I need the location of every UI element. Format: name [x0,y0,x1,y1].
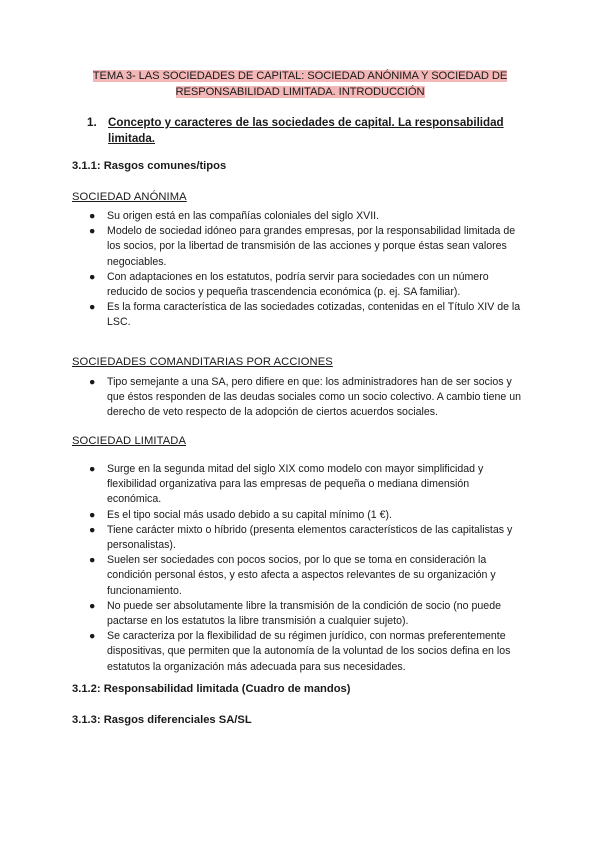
bullet-icon: ● [89,301,96,314]
heading-number: 1. [87,116,97,129]
sl-section-title: SOCIEDAD LIMITADA [72,435,187,447]
bullet-icon: ● [89,630,96,643]
list-item: ● Modelo de sociedad idóneo para grandes empresas, por la responsabilidad limitada de los socios, por la libertad de transmisión de las acciones y porque éstas sean valores negociables. [89,225,516,268]
bullet-icon: ● [89,270,96,283]
title-line-1: TEMA 3- LAS SOCIEDADES DE CAPITAL: SOCIEDAD ANÓNIMA Y SOCIEDAD DE [92,70,508,82]
list-item: ● Es el tipo social más usado debido a su capital mínimo (1 €). [72,508,522,523]
sca-list [72,375,522,421]
bullet-icon: ● [89,523,96,536]
list-item: ● Es la forma característica de las sociedades cotizadas, contenidas en el Título XIV de la LSC. [89,301,521,329]
subheading-3-1-3: 3.1.3: Rasgos diferenciales SA/SL [72,714,252,726]
bullet-icon: ● [89,508,96,521]
bullet-icon: ● [89,225,96,238]
bullet-icon: ● [89,210,96,222]
sa-list [72,209,522,331]
list-item: ● Surge en la segunda mitad del siglo XIX como modelo con mayor simplificidad y flexibilidad organizativa para las empresas de pequeña o mediana dimensión económica. [89,463,484,506]
list-item: ● Se caracteriza por la flexibilidad de su régimen jurídico, con normas preferentemente dispositivas, que permiten que la autonomía de la voluntad de los socios defina en los estatutos la organización más adecuada para sus necesidades. [89,630,511,673]
bullet-icon: ● [89,599,96,612]
bullet-icon: ● [89,463,96,475]
document-title [80,68,520,100]
list-item: ● Tiene carácter mixto o híbrido (presenta elementos característicos de las capitalistas y personalistas). [89,523,513,552]
list-item: ● Suelen ser sociedades con pocos socios, por lo que se toma en consideración la condición personal éstos, y esto afecta a aspectos relevantes de su organización y funcionamiento. [89,554,496,597]
list-item: ● Su origen está en las compañías coloniales del siglo XVII. [72,209,522,224]
list-item: ● Tipo semejante a una SA, pero difiere en que: los administradores han de ser socios y que éstos responden de las deudas sociales como un socio colectivo. A cambio tiene un derecho de veto respecto de la adopción de ciertos acuerdos sociales. [89,376,522,419]
subheading-3-1-2: 3.1.2: Responsabilidad limitada (Cuadro de mandos) [72,683,351,695]
bullet-icon: ● [89,554,96,567]
sl-list [72,462,522,675]
heading-text: Concepto y caracteres de las sociedades de capital. La responsabilidad limitada. [108,116,504,145]
subheading-3-1-1: 3.1.1: Rasgos comunes/tipos [72,160,227,172]
sa-section-title: SOCIEDAD ANÓNIMA [72,191,187,203]
sca-section-title: SOCIEDADES COMANDITARIAS POR ACCIONES [72,356,333,368]
list-item: ● No puede ser absolutamente libre la transmisión de la condición de socio (no puede pactarse en los estatutos la libre transmisión a cualquier sujeto). [89,599,501,628]
title-line-2: RESPONSABILIDAD LIMITADA. INTRODUCCIÓN [175,86,425,98]
list-item: ● Con adaptaciones en los estatutos, podría servir para sociedades con un número reducido de socios y pequeña trascendencia económica (p. ej. SA familiar). [89,270,489,299]
bullet-icon: ● [89,376,96,388]
